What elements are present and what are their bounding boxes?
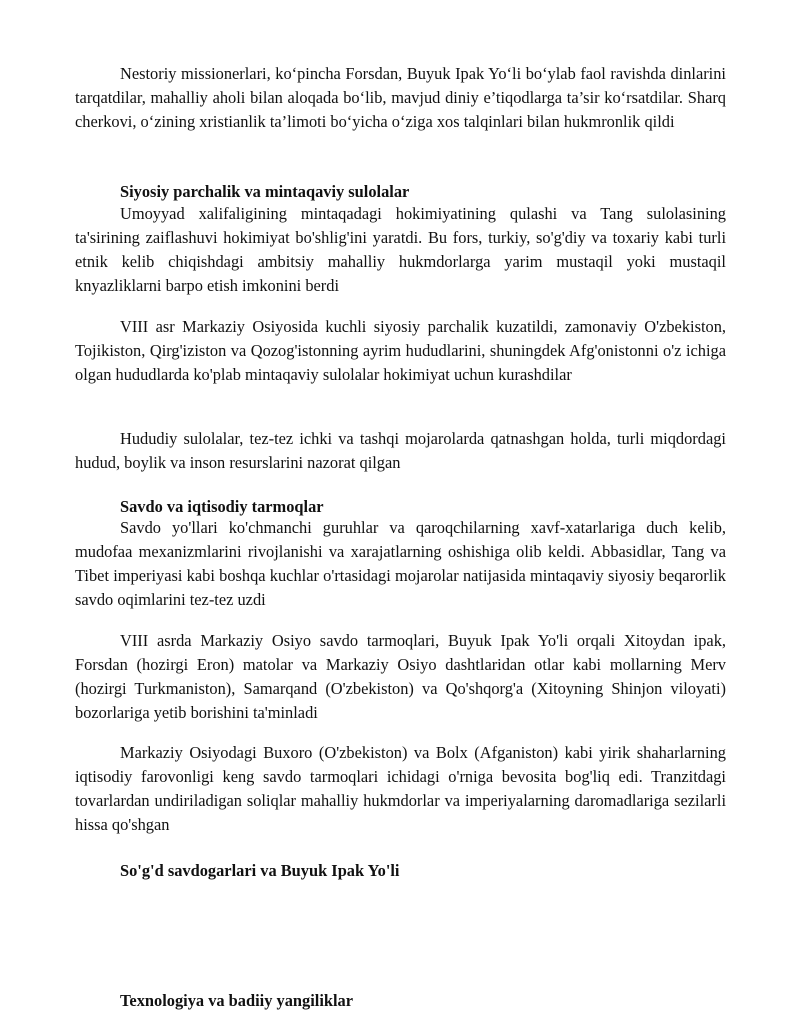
heading-technology-art: Texnologiya va badiiy yangiliklar <box>120 991 354 1010</box>
paragraph-umayyad-collapse: Umoyyad xalifaligining mintaqadagi hokimiyatining qulashi va Tang sulolasining ta'sirining zaiflashuvi hokimiyat bo'shlig'ini yaratdi. Bu fors, turkiy, so'g'diy va toxariy kabi turli etnik kelib chiqishdagi ambitsiy mahalliy hukmdorlarga yarim mustaqil yoki mustaqil knyazliklarni barpo etish imkonini berdi <box>75 204 726 295</box>
heading-sogdian-merchants: So'g'd savdogarlari va Buyuk Ipak Yo'li <box>120 861 400 880</box>
paragraph-trade-routes-risks: Savdo yo'llari ko'chmanchi guruhlar va qaroqchilarning xavf-xatarlariga duch kelib, mudofaa mexanizmlarini rivojlanishi va xarajatlarning oshishiga olib keldi. Abbasidlar, Tang va Tibet imperiyasi kabi boshqa kuchlar o'rtasidagi mojarolar natijasida mintaqaviy siyosiy beqarorlik savdo oqimlarini tez-tez uzdi <box>75 518 726 609</box>
paragraph-nestorian-missionaries: Nestoriy missionerlari, ko‘pincha Forsdan, Buyuk Ipak Yo‘li bo‘ylab faol ravishda dinlarini tarqatdilar, mahalliy aholi bilan aloqada bo‘lib, mavjud diniy e’tiqodlarga ta’sir ko‘rsatdilar. Sharq cherkovi, o‘zining xristianlik ta’limoti bo‘yicha o‘ziga xos talqinlari bilan hukmronlik qildi <box>75 64 726 131</box>
paragraph-viii-century-fragmentation: VIII asr Markaziy Osiyosida kuchli siyosiy parchalik kuzatildi, zamonaviy O'zbekiston, Tojikiston, Qirg'iziston va Qozog'istonning ayrim hududlarini, shuningdek Afg'onistonni o'z ichiga olgan hududlarda ko'plab mintaqaviy sulolalar hokimiyat uchun kurashdilar <box>75 317 726 384</box>
paragraph-regional-dynasties: Hududiy sulolalar, tez-tez ichki va tashqi mojarolarda qatnashgan holda, turli miqdordagi hudud, boylik va inson resurslarini nazorat qilgan <box>75 429 726 472</box>
paragraph-viii-century-trade: VIII asrda Markaziy Osiyo savdo tarmoqlari, Buyuk Ipak Yo'li orqali Xitoydan ipak, Forsdan (hozirgi Eron) matolar va Markaziy Osiyo dashtlaridan otlar kabi mollarning Merv (hozirgi Turkmaniston), Samarqand (O'zbekiston) va Qo'shqorg'a (Xitoyning Shinjon viloyati) bozorlariga yetib borishini ta'minladi <box>75 631 726 722</box>
paragraph-bukhara-balkh: Markaziy Osiyodagi Buxoro (O'zbekiston) va Bolx (Afganiston) kabi yirik shaharlarning iqtisodiy farovonligi keng savdo tarmoqlari ichidagi o'rniga bevosita bog'liq edi. Tranzitdagi tovarlardan undiriladigan soliqlar mahalliy hukmdorlar va imperiyalarning daromadlariga sezilarli hissa qo'shgan <box>75 743 726 834</box>
heading-political-fragmentation: Siyosiy parchalik va mintaqaviy sulolalar <box>120 182 410 201</box>
heading-trade-networks: Savdo va iqtisodiy tarmoqlar <box>120 497 324 516</box>
